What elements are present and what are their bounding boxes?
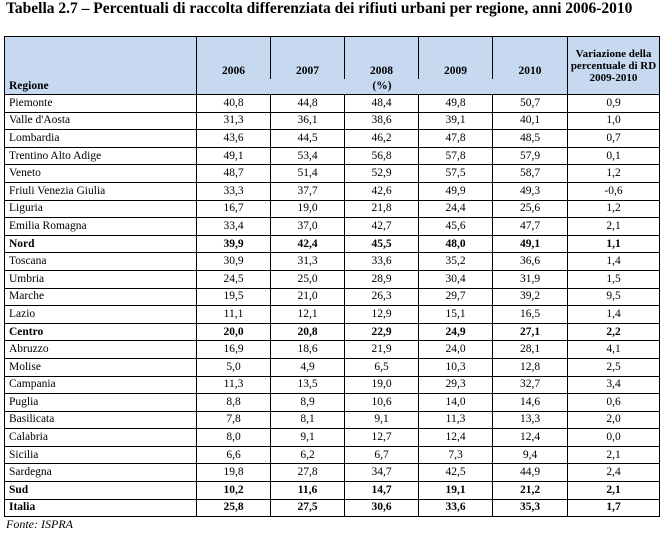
value-cell: 48,4: [345, 95, 419, 113]
value-cell: 51,4: [271, 165, 345, 183]
variation-cell: 1,2: [568, 165, 660, 183]
value-cell: 21,0: [271, 288, 345, 306]
value-cell: 33,6: [419, 499, 493, 517]
header-year: 2009: [419, 37, 493, 80]
variation-cell: 1,4: [568, 306, 660, 324]
value-cell: 36,1: [271, 112, 345, 130]
region-name: Lombardia: [5, 130, 197, 148]
value-cell: 29,3: [419, 376, 493, 394]
value-cell: 37,7: [271, 182, 345, 200]
value-cell: 4,9: [271, 358, 345, 376]
value-cell: 10,6: [345, 394, 419, 412]
table-row: [5, 429, 660, 447]
value-cell: 11,1: [197, 306, 271, 324]
value-cell: 39,1: [419, 112, 493, 130]
value-cell: 33,4: [197, 218, 271, 236]
value-cell: 6,5: [345, 358, 419, 376]
region-name: Liguria: [5, 200, 197, 218]
value-cell: 53,4: [271, 147, 345, 165]
region-name: Veneto: [5, 165, 197, 183]
variation-cell: 0,7: [568, 130, 660, 148]
value-cell: 28,1: [493, 341, 568, 359]
value-cell: 21,8: [345, 200, 419, 218]
value-cell: 24,5: [197, 270, 271, 288]
value-cell: 8,8: [197, 394, 271, 412]
value-cell: 44,9: [493, 464, 568, 482]
value-cell: 29,7: [419, 288, 493, 306]
value-cell: 27,1: [493, 323, 568, 341]
table-row: [5, 411, 660, 429]
table-row: [5, 464, 660, 482]
region-name: Basilicata: [5, 411, 197, 429]
value-cell: 50,7: [493, 95, 568, 113]
value-cell: 12,1: [271, 306, 345, 324]
header-unit: (%): [197, 79, 568, 95]
value-cell: 39,2: [493, 288, 568, 306]
value-cell: 31,3: [271, 253, 345, 271]
region-name: Sardegna: [5, 464, 197, 482]
value-cell: 14,6: [493, 394, 568, 412]
value-cell: 18,6: [271, 341, 345, 359]
value-cell: 49,8: [419, 95, 493, 113]
variation-cell: 4,1: [568, 341, 660, 359]
value-cell: 8,1: [271, 411, 345, 429]
variation-cell: 0,9: [568, 95, 660, 113]
variation-cell: 1,1: [568, 235, 660, 253]
value-cell: 58,7: [493, 165, 568, 183]
variation-cell: 1,5: [568, 270, 660, 288]
table-row: [5, 112, 660, 130]
value-cell: 49,1: [197, 147, 271, 165]
value-cell: 48,7: [197, 165, 271, 183]
value-cell: 48,5: [493, 130, 568, 148]
source-note: Fonte: ISPRA: [6, 517, 73, 531]
header-year: 2007: [271, 37, 345, 80]
region-name: Sicilia: [5, 446, 197, 464]
variation-cell: 3,4: [568, 376, 660, 394]
region-name: Valle d'Aosta: [5, 112, 197, 130]
value-cell: 30,6: [345, 499, 419, 517]
variation-cell: 2,5: [568, 358, 660, 376]
table-row: [5, 499, 660, 517]
value-cell: 12,4: [419, 429, 493, 447]
table-row: [5, 200, 660, 218]
value-cell: 24,9: [419, 323, 493, 341]
value-cell: 46,2: [345, 130, 419, 148]
value-cell: 19,0: [271, 200, 345, 218]
value-cell: 6,6: [197, 446, 271, 464]
value-cell: 57,5: [419, 165, 493, 183]
value-cell: 33,6: [345, 253, 419, 271]
value-cell: 19,0: [345, 376, 419, 394]
header-year: 2006: [197, 37, 271, 80]
value-cell: 16,5: [493, 306, 568, 324]
value-cell: 15,1: [419, 306, 493, 324]
table-row: [5, 358, 660, 376]
value-cell: 47,7: [493, 218, 568, 236]
table-row: [5, 95, 660, 113]
value-cell: 12,8: [493, 358, 568, 376]
table-title: Tabella 2.7 – Percentuali di raccolta differenziata dei rifiuti urbani per regione, anni 2006-2010: [6, 0, 633, 17]
region-name: Calabria: [5, 429, 197, 447]
header-year: 2008: [345, 37, 419, 80]
variation-cell: 2,0: [568, 411, 660, 429]
table-row: [5, 270, 660, 288]
region-name: Marche: [5, 288, 197, 306]
value-cell: 24,0: [419, 341, 493, 359]
value-cell: 6,2: [271, 446, 345, 464]
region-name: Friuli Venezia Giulia: [5, 182, 197, 200]
value-cell: 28,9: [345, 270, 419, 288]
value-cell: 9,4: [493, 446, 568, 464]
region-name: Centro: [5, 323, 197, 341]
value-cell: 16,9: [197, 341, 271, 359]
value-cell: 47,8: [419, 130, 493, 148]
region-name: Abruzzo: [5, 341, 197, 359]
value-cell: 25,0: [271, 270, 345, 288]
value-cell: 20,8: [271, 323, 345, 341]
value-cell: 44,5: [271, 130, 345, 148]
region-name: Puglia: [5, 394, 197, 412]
table-row: [5, 394, 660, 412]
value-cell: 42,4: [271, 235, 345, 253]
value-cell: 16,7: [197, 200, 271, 218]
variation-cell: 0,1: [568, 147, 660, 165]
value-cell: 45,5: [345, 235, 419, 253]
table-row: [5, 323, 660, 341]
value-cell: 33,3: [197, 182, 271, 200]
variation-cell: 2,1: [568, 218, 660, 236]
table-row: [5, 147, 660, 165]
value-cell: 24,4: [419, 200, 493, 218]
value-cell: 12,9: [345, 306, 419, 324]
variation-cell: 1,4: [568, 253, 660, 271]
value-cell: 45,6: [419, 218, 493, 236]
value-cell: 19,8: [197, 464, 271, 482]
value-cell: 19,5: [197, 288, 271, 306]
header-region: Regione: [5, 37, 197, 95]
variation-cell: 0,6: [568, 394, 660, 412]
value-cell: 40,1: [493, 112, 568, 130]
table-row: [5, 482, 660, 500]
value-cell: 31,9: [493, 270, 568, 288]
value-cell: 13,5: [271, 376, 345, 394]
value-cell: 10,3: [419, 358, 493, 376]
value-cell: 19,1: [419, 482, 493, 500]
region-name: Molise: [5, 358, 197, 376]
value-cell: 7,3: [419, 446, 493, 464]
value-cell: 11,3: [419, 411, 493, 429]
region-name: Nord: [5, 235, 197, 253]
variation-cell: -0,6: [568, 182, 660, 200]
value-cell: 32,7: [493, 376, 568, 394]
value-cell: 12,4: [493, 429, 568, 447]
value-cell: 35,3: [493, 499, 568, 517]
value-cell: 12,7: [345, 429, 419, 447]
value-cell: 8,9: [271, 394, 345, 412]
variation-cell: 9,5: [568, 288, 660, 306]
value-cell: 37,0: [271, 218, 345, 236]
table-row: [5, 130, 660, 148]
region-name: Toscana: [5, 253, 197, 271]
region-name: Umbria: [5, 270, 197, 288]
variation-cell: 2,1: [568, 482, 660, 500]
value-cell: 25,8: [197, 499, 271, 517]
region-name: Sud: [5, 482, 197, 500]
region-name: Campania: [5, 376, 197, 394]
value-cell: 20,0: [197, 323, 271, 341]
value-cell: 13,3: [493, 411, 568, 429]
value-cell: 9,1: [271, 429, 345, 447]
value-cell: 34,7: [345, 464, 419, 482]
value-cell: 48,0: [419, 235, 493, 253]
value-cell: 8,0: [197, 429, 271, 447]
variation-cell: 0,0: [568, 429, 660, 447]
value-cell: 42,5: [419, 464, 493, 482]
value-cell: 11,6: [271, 482, 345, 500]
table-row: [5, 376, 660, 394]
region-name: Trentino Alto Adige: [5, 147, 197, 165]
value-cell: 42,6: [345, 182, 419, 200]
value-cell: 30,9: [197, 253, 271, 271]
table-row: [5, 165, 660, 183]
header-year: 2010: [493, 37, 568, 80]
value-cell: 31,3: [197, 112, 271, 130]
header-variation: Variazione della percentuale di RD 2009-2010: [568, 37, 660, 95]
value-cell: 27,5: [271, 499, 345, 517]
region-name: Emilia Romagna: [5, 218, 197, 236]
value-cell: 22,9: [345, 323, 419, 341]
value-cell: 57,9: [493, 147, 568, 165]
table-row: [5, 341, 660, 359]
value-cell: 49,9: [419, 182, 493, 200]
value-cell: 7,8: [197, 411, 271, 429]
value-cell: 26,3: [345, 288, 419, 306]
value-cell: 39,9: [197, 235, 271, 253]
value-cell: 35,2: [419, 253, 493, 271]
variation-cell: 1,2: [568, 200, 660, 218]
value-cell: 52,9: [345, 165, 419, 183]
table-row: [5, 253, 660, 271]
value-cell: 5,0: [197, 358, 271, 376]
variation-cell: 2,4: [568, 464, 660, 482]
value-cell: 57,8: [419, 147, 493, 165]
value-cell: 9,1: [345, 411, 419, 429]
region-name: Italia: [5, 499, 197, 517]
table-row: [5, 218, 660, 236]
value-cell: 56,8: [345, 147, 419, 165]
region-name: Piemonte: [5, 95, 197, 113]
value-cell: 25,6: [493, 200, 568, 218]
value-cell: 49,1: [493, 235, 568, 253]
variation-cell: 1,0: [568, 112, 660, 130]
header-row: [5, 37, 660, 80]
variation-cell: 2,2: [568, 323, 660, 341]
value-cell: 40,8: [197, 95, 271, 113]
value-cell: 11,3: [197, 376, 271, 394]
value-cell: 21,9: [345, 341, 419, 359]
value-cell: 21,2: [493, 482, 568, 500]
value-cell: 10,2: [197, 482, 271, 500]
table-row: [5, 306, 660, 324]
value-cell: 49,3: [493, 182, 568, 200]
table-row: [5, 182, 660, 200]
value-cell: 44,8: [271, 95, 345, 113]
value-cell: 43,6: [197, 130, 271, 148]
table-body: [5, 95, 660, 517]
value-cell: 36,6: [493, 253, 568, 271]
value-cell: 30,4: [419, 270, 493, 288]
value-cell: 27,8: [271, 464, 345, 482]
value-cell: 42,7: [345, 218, 419, 236]
table-row: [5, 446, 660, 464]
value-cell: 14,0: [419, 394, 493, 412]
table-row: [5, 288, 660, 306]
variation-cell: 1,7: [568, 499, 660, 517]
data-table: [4, 36, 660, 517]
table-row: [5, 235, 660, 253]
value-cell: 38,6: [345, 112, 419, 130]
variation-cell: 2,1: [568, 446, 660, 464]
value-cell: 14,7: [345, 482, 419, 500]
region-name: Lazio: [5, 306, 197, 324]
value-cell: 6,7: [345, 446, 419, 464]
